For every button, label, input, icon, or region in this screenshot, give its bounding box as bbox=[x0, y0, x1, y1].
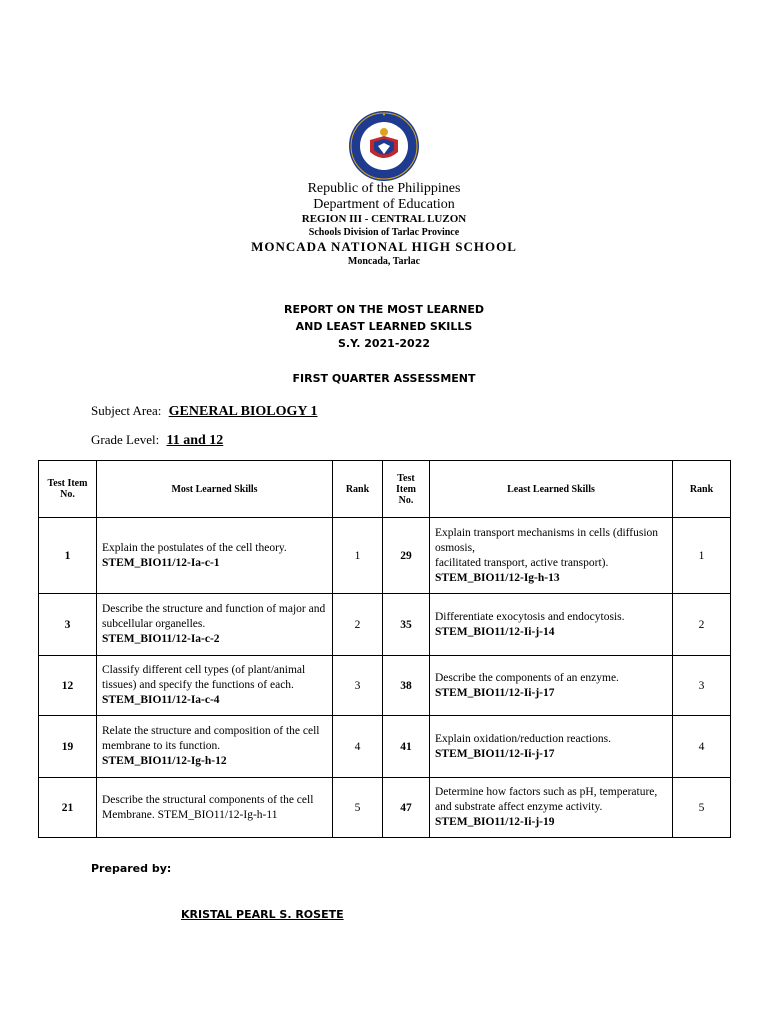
department-heading: Department of Education bbox=[313, 197, 455, 212]
least-test-item-no: 47 bbox=[383, 778, 430, 838]
report-title-line1: REPORT ON THE MOST LEARNED bbox=[283, 303, 485, 316]
most-test-item-no: 1 bbox=[39, 518, 97, 594]
header-rank-2: Rank bbox=[673, 461, 731, 518]
least-rank: 5 bbox=[673, 778, 731, 838]
division-heading: Schools Division of Tarlac Province bbox=[308, 227, 460, 238]
table-header-row bbox=[39, 461, 731, 518]
least-learned-skill bbox=[430, 778, 673, 838]
table-row bbox=[39, 594, 731, 656]
skill-text: membrane to its function. bbox=[102, 740, 221, 752]
table-row bbox=[39, 656, 731, 716]
most-learned-skill bbox=[97, 594, 333, 656]
competency-code: STEM_BIO11/12-Ii-j-17 bbox=[435, 686, 555, 699]
prepared-by-label: Prepared by: bbox=[91, 862, 172, 875]
skills-table bbox=[38, 460, 731, 838]
skill-text: tissues) and specify the functions of each. bbox=[102, 679, 294, 691]
least-test-item-no: 29 bbox=[383, 518, 430, 594]
most-test-item-no: 19 bbox=[39, 716, 97, 778]
most-rank: 4 bbox=[333, 716, 383, 778]
header-most-learned: Most Learned Skills bbox=[97, 461, 333, 518]
assessment-title: FIRST QUARTER ASSESSMENT bbox=[292, 372, 476, 385]
prepared-by-name: KRISTAL PEARL S. ROSETE bbox=[181, 908, 344, 921]
header-test-item-no-2: Test Item No. bbox=[383, 461, 430, 518]
least-learned-skill bbox=[430, 716, 673, 778]
most-learned-skill bbox=[97, 716, 333, 778]
header-least-learned: Least Learned Skills bbox=[430, 461, 673, 518]
least-learned-skill bbox=[430, 518, 673, 594]
most-learned-skill bbox=[97, 518, 333, 594]
skill-text: Explain transport mechanisms in cells (diffusion bbox=[435, 526, 659, 539]
skill-text: subcellular organelles. bbox=[102, 618, 206, 630]
competency-code: STEM_BIO11/12-Ii-j-14 bbox=[435, 625, 555, 638]
skill-text: Differentiate exocytosis and endocytosis. bbox=[435, 610, 625, 623]
skill-text: Describe the structural components of the cell bbox=[102, 793, 314, 806]
least-test-item-no: 35 bbox=[383, 594, 430, 656]
grade-level-field bbox=[91, 432, 223, 449]
most-test-item-no: 3 bbox=[39, 594, 97, 656]
header-rank: Rank bbox=[333, 461, 383, 518]
skill-text: Determine how factors such as pH, temperature, bbox=[435, 786, 658, 798]
skill-text: Describe the structure and function of major and bbox=[102, 603, 326, 615]
school-year: S.Y. 2021-2022 bbox=[337, 337, 431, 350]
competency-code: STEM_BIO11/12-Ig-h-13 bbox=[435, 571, 560, 584]
school-location: Moncada, Tarlac bbox=[347, 256, 421, 267]
table-row bbox=[39, 778, 731, 838]
most-learned-skill bbox=[97, 656, 333, 716]
region-heading: REGION III - CENTRAL LUZON bbox=[301, 213, 467, 225]
skill-text: Explain oxidation/reduction reactions. bbox=[435, 732, 611, 745]
competency-code: STEM_BIO11/12-Ig-h-12 bbox=[102, 755, 227, 767]
skill-text: Membrane. STEM_BIO11/12-Ig-h-11 bbox=[102, 808, 278, 821]
subject-area-value: GENERAL BIOLOGY 1 bbox=[168, 404, 318, 419]
most-rank: 2 bbox=[333, 594, 383, 656]
most-learned-skill bbox=[97, 778, 333, 838]
most-rank: 1 bbox=[333, 518, 383, 594]
skill-text: and substrate affect enzyme activity. bbox=[435, 801, 603, 813]
skill-text: facilitated transport, active transport). bbox=[435, 556, 609, 569]
least-test-item-no: 41 bbox=[383, 716, 430, 778]
republic-heading: Republic of the Philippines bbox=[307, 181, 461, 196]
least-learned-skill bbox=[430, 594, 673, 656]
most-rank: 5 bbox=[333, 778, 383, 838]
least-rank: 2 bbox=[673, 594, 731, 656]
least-test-item-no: 38 bbox=[383, 656, 430, 716]
table-row bbox=[39, 716, 731, 778]
header-test-item-no: Test Item No. bbox=[39, 461, 97, 518]
least-rank: 4 bbox=[673, 716, 731, 778]
most-rank: 3 bbox=[333, 656, 383, 716]
competency-code: STEM_BIO11/12-Ii-j-19 bbox=[435, 816, 555, 828]
competency-code: STEM_BIO11/12-Ia-c-4 bbox=[102, 694, 220, 706]
competency-code: STEM_BIO11/12-Ia-c-1 bbox=[102, 556, 220, 569]
school-name: MONCADA NATIONAL HIGH SCHOOL bbox=[251, 239, 517, 254]
grade-level-label: Grade Level: bbox=[91, 432, 160, 447]
skill-text: Describe the components of an enzyme. bbox=[435, 671, 619, 684]
report-title-line2: AND LEAST LEARNED SKILLS bbox=[295, 320, 473, 333]
least-rank: 3 bbox=[673, 656, 731, 716]
skill-text: Classify different cell types (of plant/animal bbox=[102, 664, 306, 676]
deped-seal-logo bbox=[348, 110, 420, 182]
table-row bbox=[39, 518, 731, 594]
most-test-item-no: 12 bbox=[39, 656, 97, 716]
grade-level-value: 11 and 12 bbox=[166, 433, 224, 448]
skill-text: Relate the structure and composition of the cell bbox=[102, 725, 320, 737]
skill-text: Explain the postulates of the cell theory. bbox=[102, 541, 287, 554]
subject-area-label: Subject Area: bbox=[91, 403, 162, 418]
most-test-item-no: 21 bbox=[39, 778, 97, 838]
least-learned-skill bbox=[430, 656, 673, 716]
subject-area-field bbox=[91, 403, 318, 420]
competency-code: STEM_BIO11/12-Ia-c-2 bbox=[102, 633, 220, 645]
least-rank: 1 bbox=[673, 518, 731, 594]
skill-text: osmosis, bbox=[435, 541, 475, 554]
competency-code: STEM_BIO11/12-Ii-j-17 bbox=[435, 747, 555, 760]
